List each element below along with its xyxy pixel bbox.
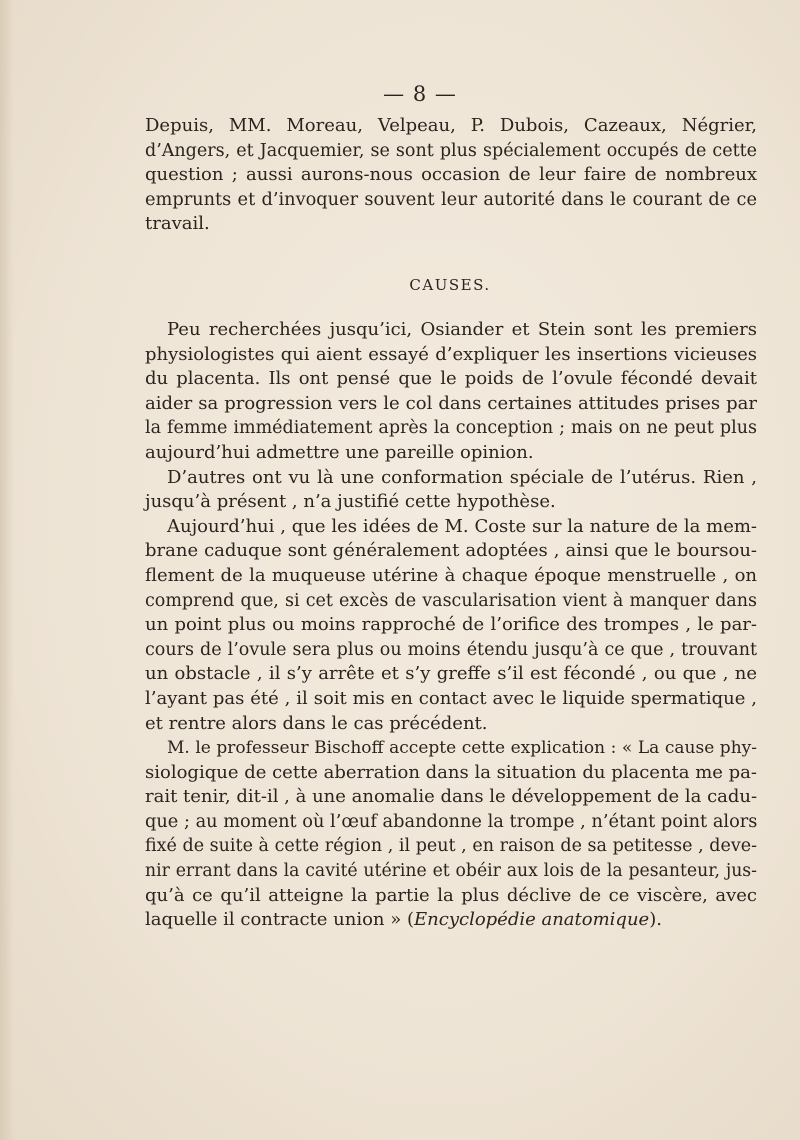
text-line: l’ayant pas été , il soit mis en contact avec le liquide spermatique ,: [145, 687, 757, 709]
text-line: et rentre alors dans le cas précédent.: [145, 712, 488, 734]
text-line: un point plus ou moins rapproché de l’orifice des trompes , le par-: [145, 614, 757, 636]
text-line: siologique de cette aberration dans la situation du placenta me pa-: [145, 761, 757, 783]
text-line: question ; aussi aurons-nous occasion de leur faire de nombreux: [145, 164, 757, 186]
text-line: Aujourd’hui , que les idées de M. Coste sur la nature de la mem-: [167, 515, 757, 537]
text-line: physiologistes qui aient essayé d’expliquer les insertions vicieuses: [145, 343, 757, 365]
text-line: aider sa progression vers le col dans certaines attitudes prises par: [145, 392, 757, 414]
text-line: nir errant dans la cavité utérine et obéir aux lois de la pesanteur, jus-: [145, 861, 757, 882]
section-heading: CAUSES.: [409, 276, 491, 294]
text-line: M. le professeur Bischoff accepte cette explication : « La cause phy-: [167, 738, 757, 759]
text-line: emprunts et d’invoquer souvent leur autorité dans le courant de ce: [145, 189, 757, 210]
page-number: — 8 —: [383, 82, 457, 106]
text-line: un obstacle , il s’y arrête et s’y greffe s’il est fécondé , ou que , ne: [145, 663, 757, 685]
text-line: cours de l’ovule sera plus ou moins étendu jusqu’à ce que , trouvant: [145, 639, 757, 660]
text-line: du placenta. Ils ont pensé que le poids de l’ovule fécondé devait: [145, 368, 757, 390]
text-line: qu’à ce qu’il atteigne la partie la plus déclive de ce viscère, avec: [145, 884, 757, 906]
citation-title: Encyclopédie anatomique: [414, 909, 650, 931]
text-line: d’Angers, et Jacquemier, se sont plus spécialement occupés de cette: [145, 140, 757, 161]
text-line: flement de la muqueuse utérine à chaque époque menstruelle , on: [145, 564, 757, 586]
text-line: D’autres ont vu là une conformation spéciale de l’utérus. Rien ,: [167, 466, 757, 488]
text-line-citation: [145, 908, 757, 933]
text-line: brane caduque sont généralement adoptées , ainsi que le boursou-: [145, 540, 757, 562]
text-line: aujourd’hui admettre une pareille opinion.: [145, 441, 534, 463]
text-line: rait tenir, dit-il , à une anomalie dans le développement de la cadu-: [145, 786, 758, 808]
text-line: jusqu’à présent , n’a justifié cette hypothèse.: [145, 491, 556, 513]
text-line: la femme immédiatement après la conception ; mais on ne peut plus: [145, 418, 757, 439]
text-line: travail.: [145, 213, 210, 235]
page-edge-shadow: [0, 0, 14, 1140]
intro-paragraph: [145, 114, 757, 237]
citation-lead: laquelle il contracte union » (: [145, 909, 414, 931]
text-line: comprend que, si cet excès de vascularisation vient à manquer dans: [145, 590, 757, 611]
text-line: fixé de suite à cette région , il peut , en raison de sa petitesse , deve-: [145, 836, 757, 857]
text-line: que ; au moment où l’œuf abandonne la trompe , n’étant point alors: [145, 811, 758, 832]
citation-close: ).: [649, 909, 662, 931]
text-line: Peu recherchées jusqu’ici, Osiander et Stein sont les premiers: [167, 319, 757, 340]
causes-body: [145, 318, 757, 933]
text-line: Depuis, MM. Moreau, Velpeau, P. Dubois, Cazeaux, Négrier,: [145, 115, 757, 136]
